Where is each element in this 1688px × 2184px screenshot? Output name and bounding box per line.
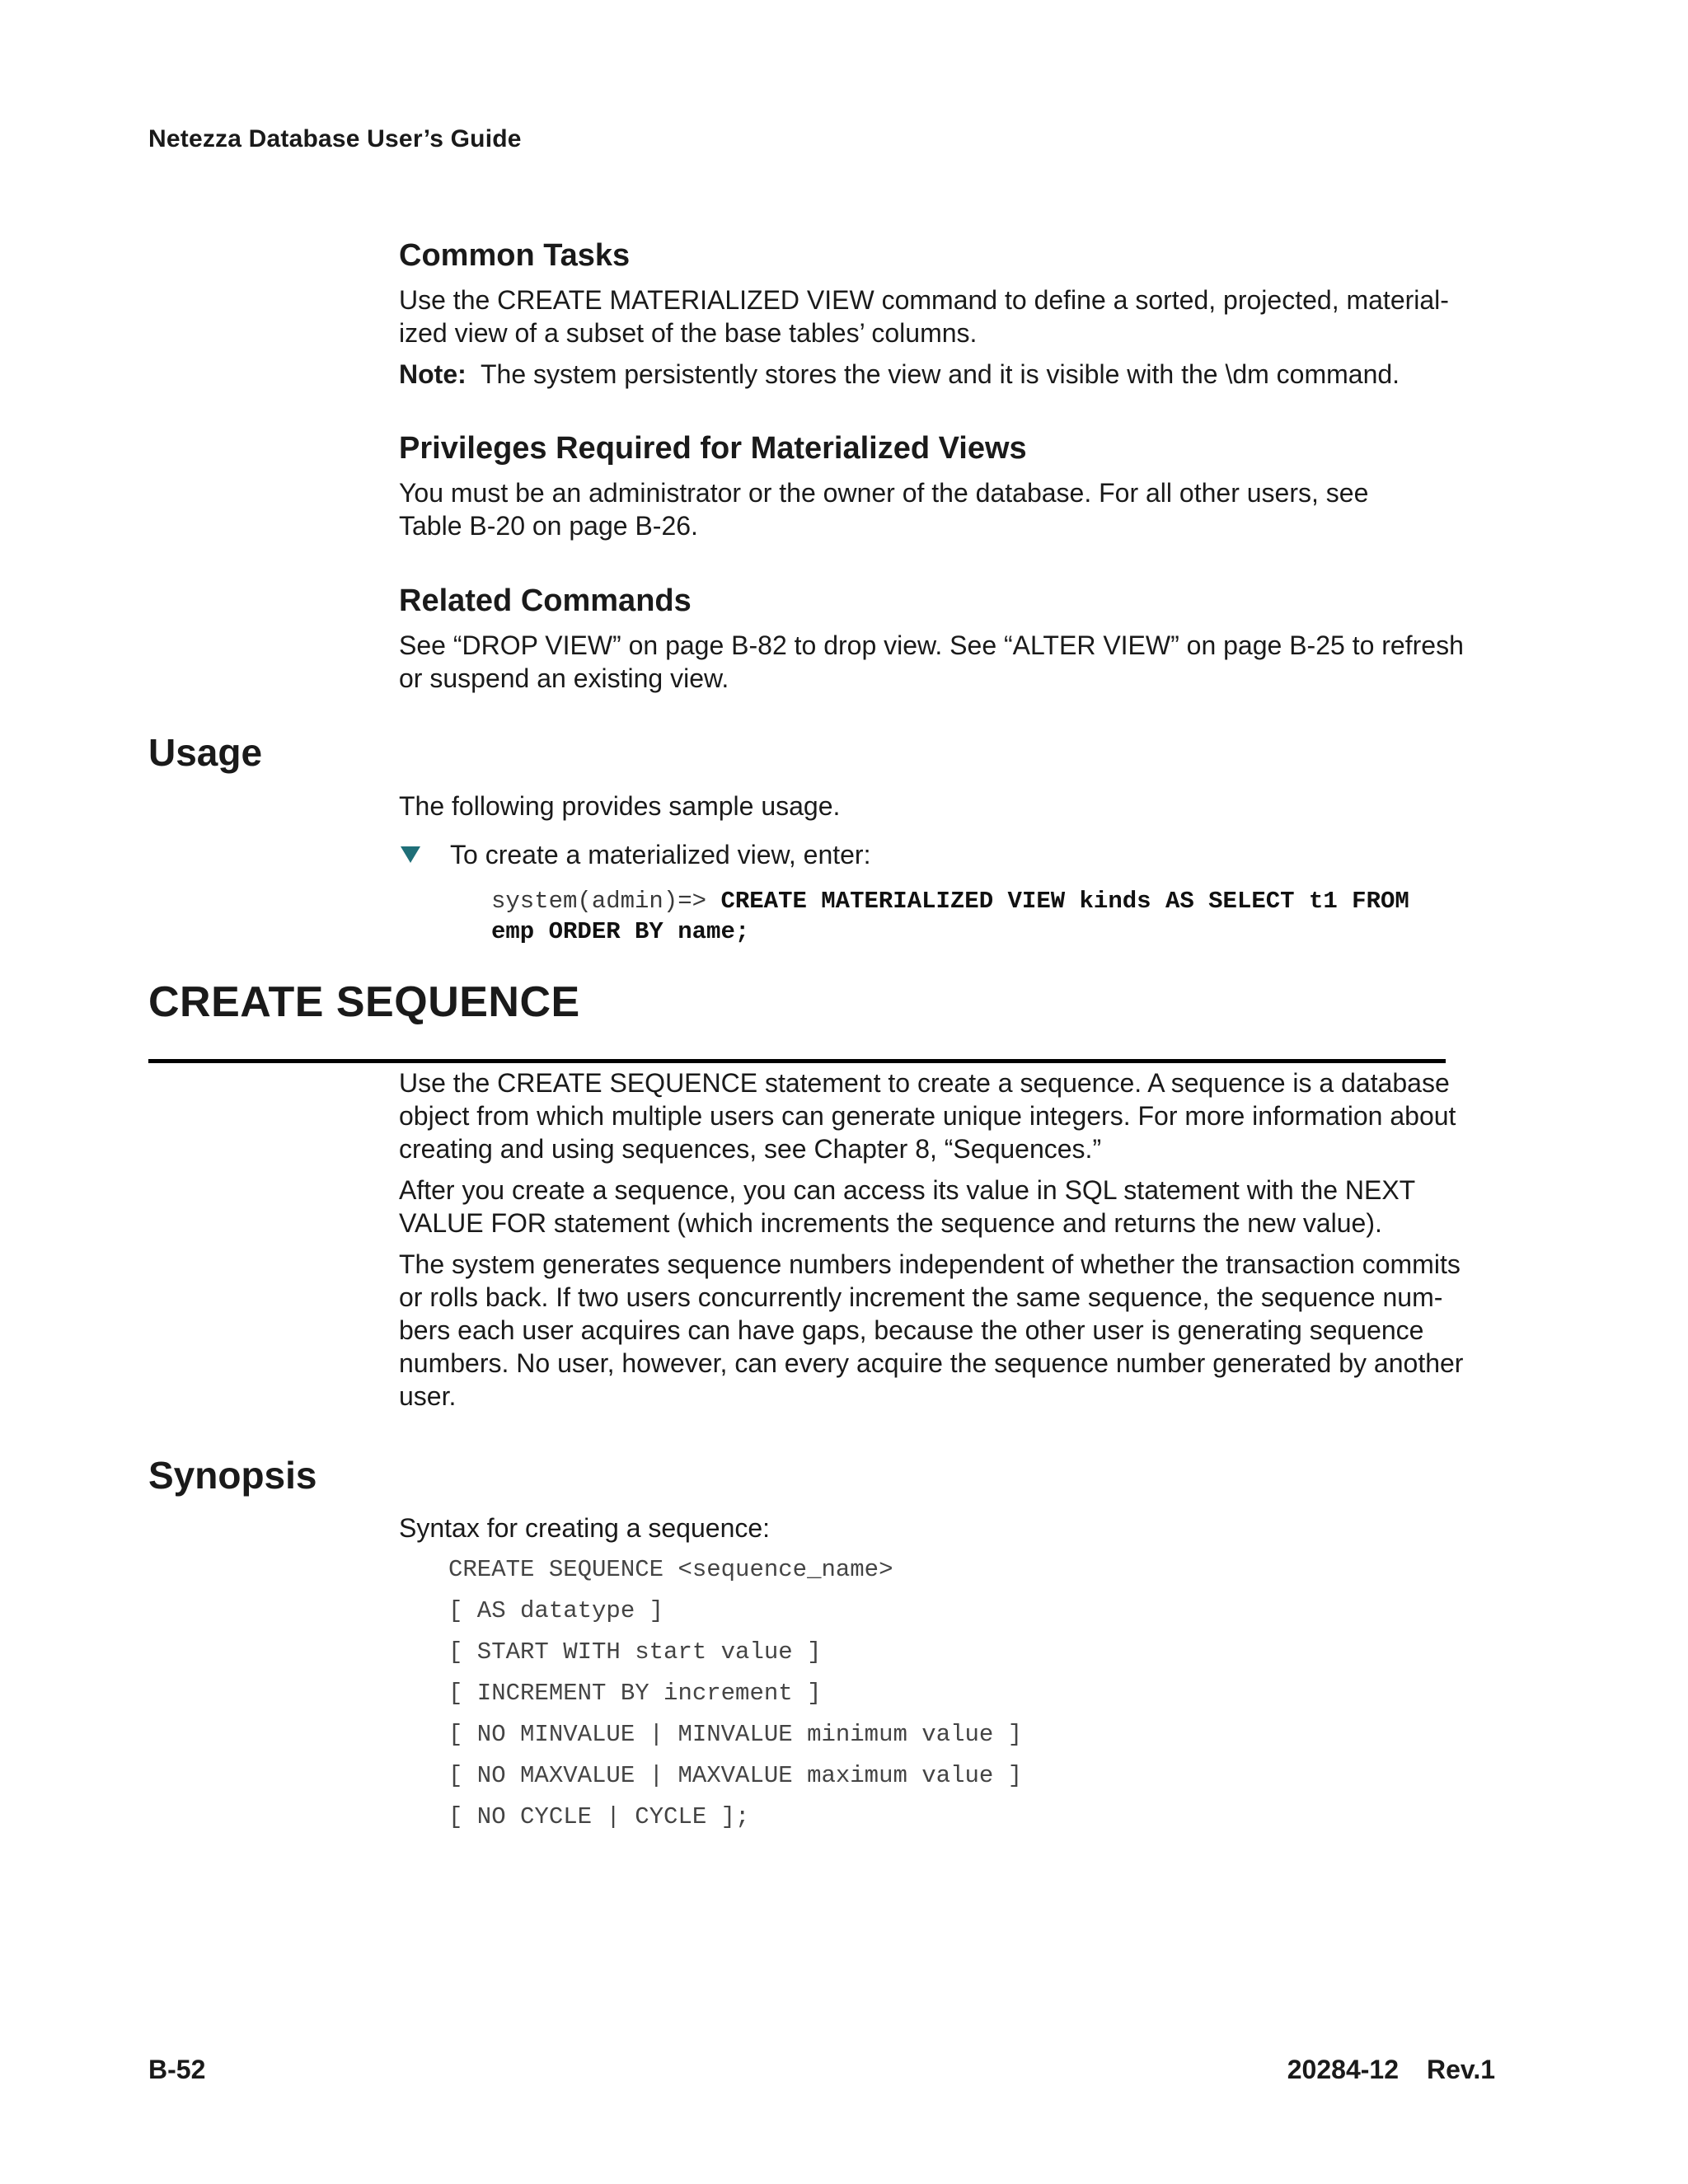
synopsis-line: [ NO MINVALUE | MINVALUE minimum value ] (448, 1721, 1023, 1748)
usage-bullet (399, 838, 870, 871)
synopsis-intro: Syntax for creating a sequence: (399, 1513, 771, 1543)
section-rule (148, 1059, 1446, 1063)
usage-bullet-text: To create a materialized view, enter: (450, 840, 871, 869)
usage-intro-block (399, 790, 1495, 823)
note-text: The system persistently stores the view and it is visible with the \dm command. (480, 359, 1400, 389)
cs-p2-line-1: After you create a sequence, you can access its value in SQL statement with the NEXT (399, 1175, 1416, 1205)
revision: Rev.1 (1426, 2055, 1495, 2084)
code-command-part-2: emp ORDER BY name; (491, 918, 750, 945)
synopsis-heading: Synopsis (148, 1454, 317, 1497)
running-header: Netezza Database User’s Guide (148, 125, 522, 152)
related-commands-line-2: or suspend an existing view. (399, 663, 729, 693)
code-prompt: system(admin)=> (491, 888, 707, 915)
related-commands-heading: Related Commands (399, 583, 692, 618)
synopsis-line: [ AS datatype ] (448, 1597, 664, 1624)
cs-p1-line-1: Use the CREATE SEQUENCE statement to create a sequence. A sequence is a database (399, 1068, 1450, 1098)
common-tasks-section (399, 237, 1495, 391)
cs-p1-line-2: object from which multiple users can generate unique integers. For more information about (399, 1101, 1456, 1131)
cs-p3-line-2: or rolls back. If two users concurrently increment the same sequence, the sequence num- (399, 1282, 1443, 1312)
note-label: Note: (399, 359, 467, 389)
synopsis-line: [ NO MAXVALUE | MAXVALUE maximum value ] (448, 1762, 1023, 1789)
privileges-section (399, 430, 1495, 542)
usage-code-line-2 (491, 916, 1409, 947)
synopsis-line: [ INCREMENT BY increment ] (448, 1680, 822, 1707)
usage-code-line-1 (491, 886, 1409, 916)
cs-p3-line-1: The system generates sequence numbers independent of whether the transaction commits (399, 1249, 1461, 1279)
usage-heading: Usage (148, 731, 263, 774)
usage-code-block (491, 886, 1409, 947)
doc-number: 20284-12 (1287, 2055, 1399, 2084)
create-sequence-body (399, 1066, 1495, 1413)
related-commands-line-1: See “DROP VIEW” on page B-82 to drop view. See “ALTER VIEW” on page B-25 to refresh (399, 630, 1464, 660)
create-sequence-heading: CREATE SEQUENCE (148, 978, 580, 1026)
synopsis-intro-block (399, 1511, 1495, 1544)
synopsis-line: [ NO CYCLE | CYCLE ]; (448, 1803, 750, 1830)
code-command-part-1: CREATE MATERIALIZED VIEW kinds AS SELECT t1 FROM (720, 888, 1409, 915)
common-tasks-heading: Common Tasks (399, 238, 631, 273)
cs-p2-line-2: VALUE FOR statement (which increments the sequence and returns the new value). (399, 1208, 1382, 1238)
cs-p3-line-4: numbers. No user, however, can every acquire the sequence number generated by another (399, 1348, 1464, 1378)
document-id (1287, 2055, 1495, 2085)
common-tasks-body-line-2: ized view of a subset of the base tables’ columns. (399, 317, 978, 348)
page-number: B-52 (148, 2055, 206, 2084)
cs-p3-line-5: user. (399, 1381, 457, 1411)
cs-p1-line-3: creating and using sequences, see Chapter 8, “Sequences.” (399, 1134, 1102, 1164)
privileges-line-1: You must be an administrator or the owner of the database. For all other users, see (399, 477, 1369, 508)
privileges-line-2: Table B-20 on page B-26. (399, 510, 698, 541)
privileges-heading: Privileges Required for Materialized Views (399, 431, 1027, 466)
usage-intro: The following provides sample usage. (399, 791, 841, 821)
common-tasks-body-line-1: Use the CREATE MATERIALIZED VIEW command to define a sorted, projected, material- (399, 284, 1449, 315)
cs-p3-line-3: bers each user acquires can have gaps, because the other user is generating sequence (399, 1315, 1424, 1345)
related-commands-section (399, 583, 1495, 695)
synopsis-line: CREATE SEQUENCE <sequence_name> (448, 1556, 893, 1583)
triangle-bullet-icon (401, 846, 420, 863)
note-paragraph (399, 358, 1495, 391)
synopsis-line: [ START WITH start value ] (448, 1638, 822, 1666)
